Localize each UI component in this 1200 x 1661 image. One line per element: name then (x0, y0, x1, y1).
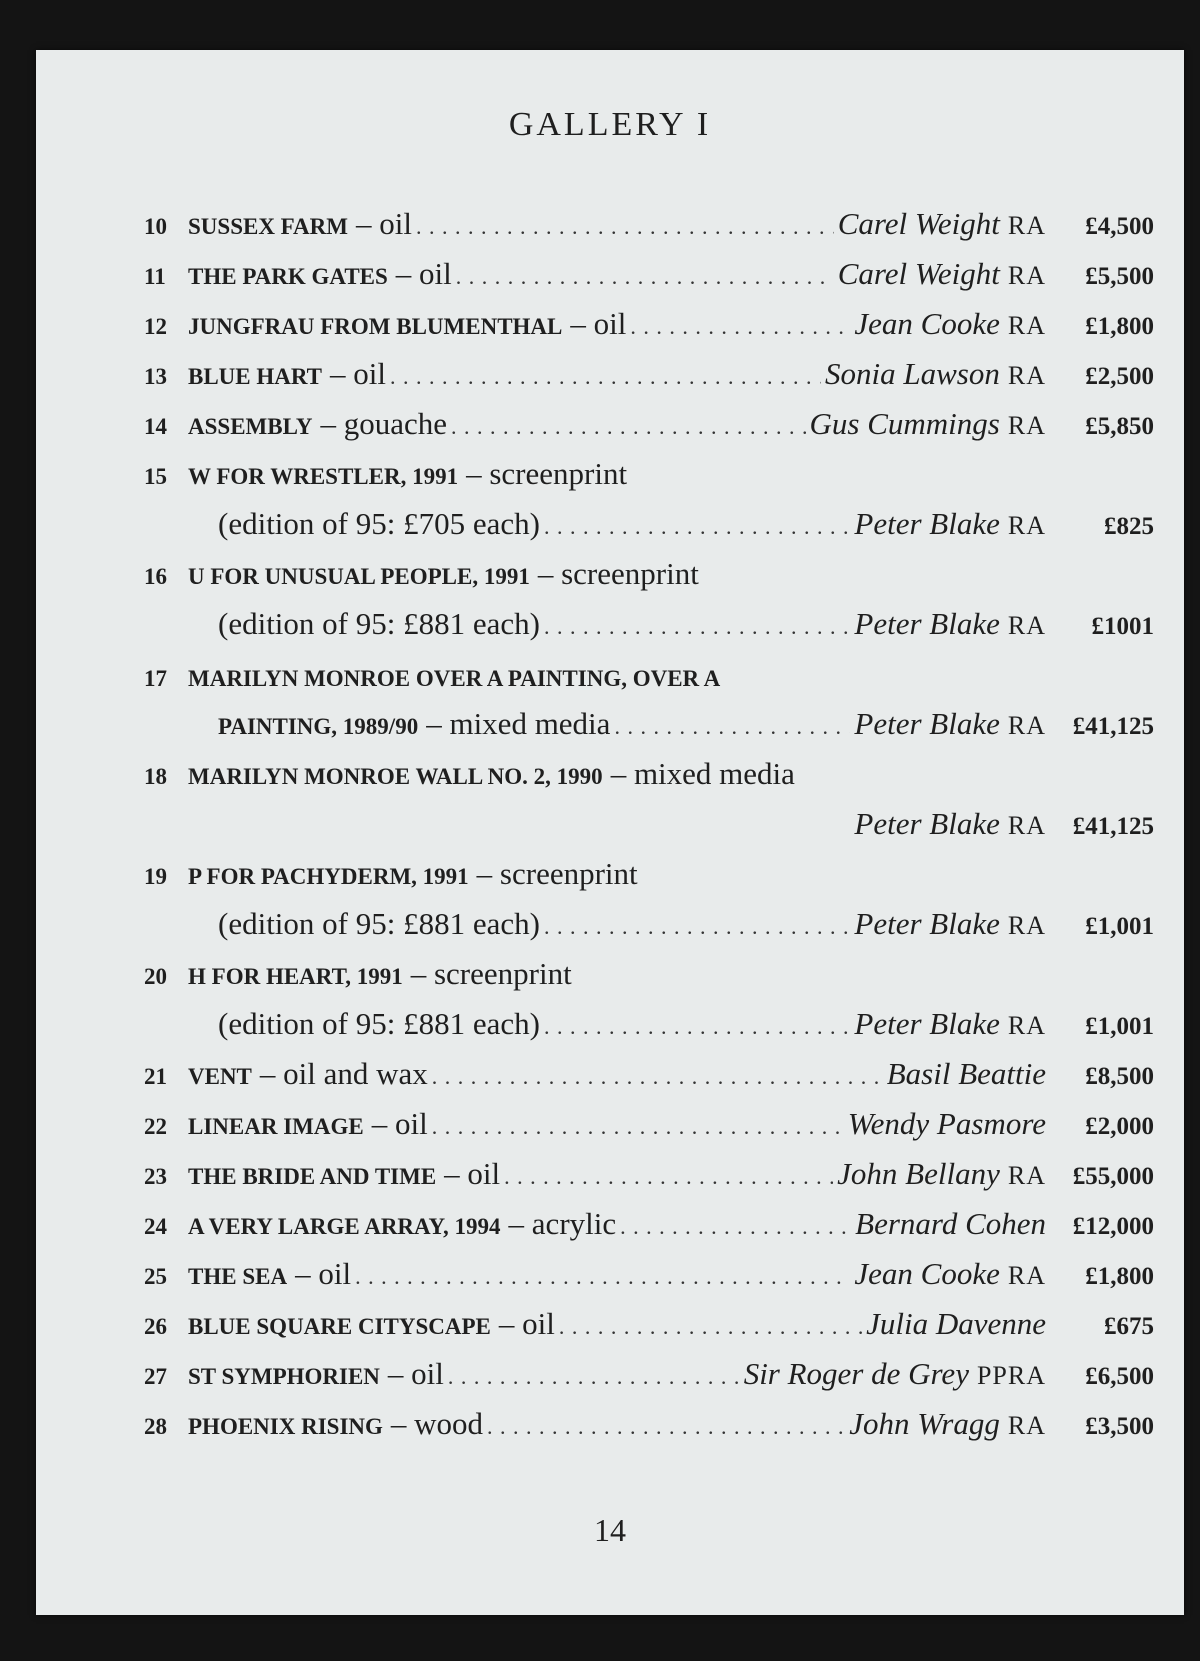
entry-edition-detail: (edition of 95: £881 each) (218, 606, 540, 641)
entry-number: 13 (144, 364, 167, 389)
entry-number: 20 (144, 964, 167, 989)
entry-artist-suffix: RA (1007, 311, 1046, 340)
entry-artist-suffix: RA (1007, 361, 1046, 390)
entry-artist: Jean Cooke (854, 1256, 1000, 1291)
entry-artist-suffix: RA (1007, 711, 1046, 740)
entry-price: £2,500 (1085, 363, 1154, 390)
leader-dots (504, 1164, 833, 1190)
catalogue-entry (144, 950, 1154, 1000)
entry-medium: – screenprint (466, 456, 628, 491)
entry-number: 27 (144, 1364, 167, 1389)
entry-price: £55,000 (1072, 1163, 1154, 1190)
entry-artist: Bernard Cohen (855, 1206, 1046, 1241)
entry-artist: Gus Cummings (809, 406, 1000, 441)
catalogue-entry (144, 350, 1154, 400)
catalogue-list (144, 200, 1154, 1450)
leader-dots (544, 514, 850, 540)
entry-medium: – mixed media (610, 756, 795, 791)
leader-dots (544, 1014, 850, 1040)
catalogue-entry (144, 1400, 1154, 1450)
entry-artist-suffix: RA (1007, 611, 1046, 640)
catalogue-entry-continuation (144, 1000, 1154, 1050)
entry-title-continuation: PAINTING, 1989/90 (218, 714, 419, 739)
catalogue-entry (144, 1350, 1154, 1400)
leader-dots (432, 1114, 844, 1140)
leader-dots (390, 364, 821, 390)
entry-artist: Sir Roger de Grey (743, 1356, 969, 1391)
catalogue-entry (144, 200, 1154, 250)
entry-artist: Basil Beattie (886, 1056, 1046, 1091)
entry-artist: Carel Weight (837, 206, 1000, 241)
entry-title: H FOR HEART, 1991 (188, 964, 403, 989)
leader-dots (432, 1064, 883, 1090)
entry-medium: – oil (355, 206, 412, 241)
entry-title: ASSEMBLY (188, 414, 313, 439)
entry-medium: – gouache (320, 406, 447, 441)
entry-title: ST SYMPHORIEN (188, 1364, 380, 1389)
catalogue-entry (144, 1200, 1154, 1250)
entry-title: MARILYN MONROE WALL NO. 2, 1990 (188, 764, 603, 789)
catalogue-entry (144, 300, 1154, 350)
entry-artist: Peter Blake (854, 806, 1000, 841)
entry-artist-suffix: RA (1007, 1161, 1046, 1190)
entry-price: £6,500 (1085, 1363, 1154, 1390)
catalogue-entry-continuation (144, 700, 1154, 750)
entry-number: 19 (144, 864, 167, 889)
leader-dots (630, 314, 850, 340)
entry-number: 25 (144, 1264, 167, 1289)
catalogue-entry (144, 1050, 1154, 1100)
catalogue-entry-continuation (144, 900, 1154, 950)
entry-number: 17 (144, 666, 167, 691)
entry-title: VENT (188, 1064, 252, 1089)
catalogue-entry (144, 1250, 1154, 1300)
entry-price: £2,000 (1085, 1113, 1154, 1140)
entry-price: £1,001 (1085, 1013, 1154, 1040)
entry-medium: – oil and wax (259, 1056, 428, 1091)
entry-title: THE BRIDE AND TIME (188, 1164, 437, 1189)
entry-price: £41,125 (1072, 713, 1154, 740)
page-title: GALLERY I (508, 106, 712, 143)
entry-medium: – oil (295, 1256, 352, 1291)
entry-edition-detail: (edition of 95: £705 each) (218, 506, 540, 541)
entry-medium: – oil (371, 1106, 428, 1141)
leader-dots (614, 714, 850, 740)
entry-medium: – oil (498, 1306, 555, 1341)
entry-price: £5,850 (1085, 413, 1154, 440)
catalogue-entry-continuation (144, 500, 1154, 550)
leader-dots (448, 1364, 740, 1390)
catalogue-entry (144, 1100, 1154, 1150)
entry-artist: Wendy Pasmore (847, 1106, 1046, 1141)
entry-number: 21 (144, 1064, 167, 1089)
entry-artist: Peter Blake (854, 906, 1000, 941)
entry-title: JUNGFRAU FROM BLUMENTHAL (188, 314, 563, 339)
leader-dots (451, 414, 806, 440)
catalogue-entry (144, 1300, 1154, 1350)
catalogue-entry-continuation (144, 800, 1154, 850)
entry-title: THE PARK GATES (188, 264, 388, 289)
catalogue-entry (144, 250, 1154, 300)
page-number: 14 (594, 1512, 626, 1548)
entry-title: U FOR UNUSUAL PEOPLE, 1991 (188, 564, 530, 589)
entry-title: THE SEA (188, 1264, 288, 1289)
entry-artist-suffix: RA (1007, 1411, 1046, 1440)
entry-edition-detail: (edition of 95: £881 each) (218, 1006, 540, 1041)
entry-artist: Julia Davenne (866, 1306, 1046, 1341)
entry-title: W FOR WRESTLER, 1991 (188, 464, 459, 489)
entry-artist-suffix: RA (1007, 1261, 1046, 1290)
entry-medium: – oil (387, 1356, 444, 1391)
entry-number: 15 (144, 464, 167, 489)
entry-artist: Peter Blake (854, 706, 1000, 741)
leader-dots (355, 1264, 850, 1290)
entry-title: BLUE SQUARE CITYSCAPE (188, 1314, 491, 1339)
entry-artist: John Wragg (849, 1406, 1000, 1441)
entry-price: £1,001 (1085, 913, 1154, 940)
entry-price: £1,800 (1085, 1263, 1154, 1290)
entry-price: £12,000 (1072, 1213, 1154, 1240)
leader-dots (620, 1214, 851, 1240)
entry-number: 18 (144, 764, 167, 789)
entry-number: 14 (144, 414, 167, 439)
entry-medium: – oil (570, 306, 627, 341)
entry-artist: Peter Blake (854, 606, 1000, 641)
entry-number: 24 (144, 1214, 167, 1239)
entry-title: A VERY LARGE ARRAY, 1994 (188, 1214, 501, 1239)
entry-number: 28 (144, 1414, 167, 1439)
catalogue-entry (144, 400, 1154, 450)
entry-medium: – oil (330, 356, 387, 391)
entry-medium: – oil (444, 1156, 501, 1191)
entry-medium: – screenprint (476, 856, 638, 891)
entry-medium: – mixed media (426, 706, 611, 741)
entry-number: 12 (144, 314, 167, 339)
entry-title: BLUE HART (188, 364, 323, 389)
entry-title: PHOENIX RISING (188, 1414, 383, 1439)
entry-medium: – screenprint (537, 556, 699, 591)
entry-title: MARILYN MONROE OVER A PAINTING, OVER A (188, 666, 721, 691)
entry-medium: – wood (390, 1406, 484, 1441)
entry-artist: Carel Weight (837, 256, 1000, 291)
entry-artist: Peter Blake (854, 506, 1000, 541)
leader-dots (559, 1314, 862, 1340)
entry-title: P FOR PACHYDERM, 1991 (188, 864, 469, 889)
entry-price: £825 (1104, 513, 1154, 540)
entry-medium: – screenprint (410, 956, 572, 991)
entry-artist-suffix: RA (1007, 211, 1046, 240)
entry-title: SUSSEX FARM (188, 214, 348, 239)
leader-dots (456, 264, 834, 290)
entry-number: 16 (144, 564, 167, 589)
catalogue-entry-continuation (144, 600, 1154, 650)
catalogue-entry (144, 650, 1154, 700)
entry-artist-suffix: PPRA (976, 1361, 1046, 1390)
entry-price: £1,800 (1085, 313, 1154, 340)
catalogue-page (36, 50, 1184, 1615)
entry-number: 26 (144, 1314, 167, 1339)
entry-number: 23 (144, 1164, 167, 1189)
entry-price: £3,500 (1085, 1413, 1154, 1440)
entry-price: £5,500 (1085, 263, 1154, 290)
catalogue-entry (144, 750, 1154, 800)
entry-price: £1001 (1091, 613, 1154, 640)
leader-dots (487, 1414, 845, 1440)
entry-artist-suffix: RA (1007, 911, 1046, 940)
entry-artist-suffix: RA (1007, 411, 1046, 440)
entry-title: LINEAR IMAGE (188, 1114, 364, 1139)
entry-artist-suffix: RA (1007, 811, 1046, 840)
entry-number: 10 (144, 214, 167, 239)
catalogue-entry (144, 1150, 1154, 1200)
entry-artist: Sonia Lawson (825, 356, 1000, 391)
leader-dots (416, 214, 834, 240)
entry-medium: – oil (395, 256, 452, 291)
entry-artist: Peter Blake (854, 1006, 1000, 1041)
catalogue-entry (144, 450, 1154, 500)
entry-artist: Jean Cooke (854, 306, 1000, 341)
entry-number: 22 (144, 1114, 167, 1139)
catalogue-entry (144, 550, 1154, 600)
entry-number: 11 (144, 264, 166, 289)
leader-dots (544, 914, 850, 940)
catalogue-entry (144, 850, 1154, 900)
leader-dots (544, 614, 850, 640)
entry-artist: John Bellany (837, 1156, 1000, 1191)
entry-price: £8,500 (1085, 1063, 1154, 1090)
entry-artist-suffix: RA (1007, 261, 1046, 290)
entry-edition-detail: (edition of 95: £881 each) (218, 906, 540, 941)
entry-price: £4,500 (1085, 213, 1154, 240)
entry-price: £675 (1104, 1313, 1154, 1340)
entry-medium: – acrylic (508, 1206, 617, 1241)
entry-artist-suffix: RA (1007, 511, 1046, 540)
entry-price: £41,125 (1072, 813, 1154, 840)
entry-artist-suffix: RA (1007, 1011, 1046, 1040)
